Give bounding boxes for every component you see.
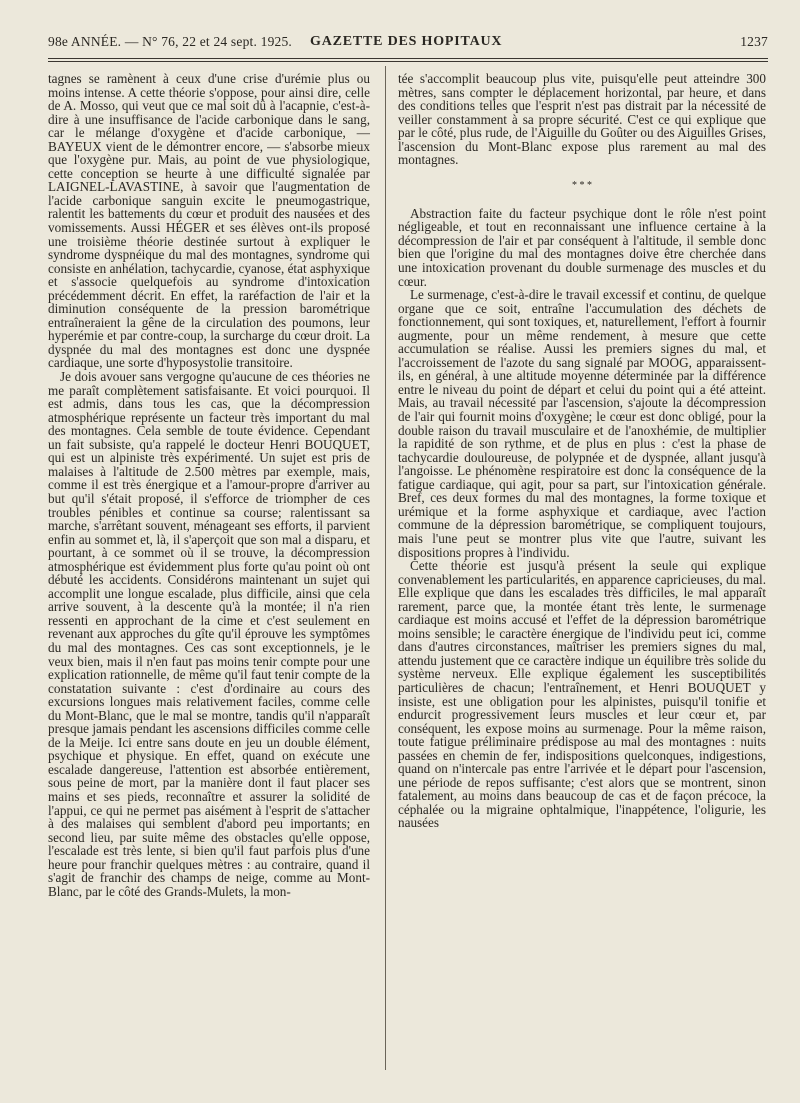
paragraph: Cette théorie est jusqu'à présent la seule qui explique convenablement les particularités, en apparence capricieuses, du mal. Elle explique que dans les escalades très difficiles, le mal apparaît rarement, parce que, la montée étant très lente, le surmenage cardiaque est moins accusé et l'effet de la dépression barométrique moins sensible; le caractère énergique de l'individu peut ici, comme dans d'autres circonstances, maîtriser les premiers signes du mal, attendu justement que ce caractère indique un équilibre très solide du système nerveux. Elle explique également les susceptibilités particulières de chacun; l'entraînement, et Henri BOUQUET y insiste, est une obligation pour les alpinistes, puisqu'il tonifie et endurcit progressivement leurs muscles et leur cœur et, par conséquent, les expose moins au surmenage. Pour la même raison, toute fatigue préliminaire prédispose au mal des montagnes : nuits passées en chemin de fer, indispositions quelconques, indigestions, quand on n'intercale pas entre l'arrivée et le départ pour l'ascension, une période de repos suffisante; c'est alors que se montrent, sinon fatalement, au moins dans beaucoup de cas et de façon précoce, la céphalée ou la migraine ophtalmique, l'inappétence, l'oligurie, les nausées — [398, 558, 766, 831]
right-column — [398, 72, 766, 830]
paragraph: Je dois avouer sans vergogne qu'aucune de ces théories ne me paraît complètement satisfaisante. Et voici pourquoi. Il est admis, dans tous les cas, que la décompression atmosphérique représente un facteur très important du mal des montagnes. Cela semble de toute évidence. Cependant un fait subsiste, qu'a rappelé le docteur Henri BOUQUET, qui est un alpiniste très expérimenté. Un sujet est pris de malaises à l'altitude de 2.500 mètres par exemple, mais, comme il est très énergique et a l'amour-propre d'arriver au but qu'il s'était proposé, il s'efforce de triompher de ces troubles pénibles et continue sa course; ralentissant sa marche, s'arrêtant souvent, ménageant ses efforts, il parvient enfin au sommet et, là, il s'aperçoit que son mal a disparu, et pourtant, à ce sommet où il se trouve, la décompression atmosphérique est évidemment plus forte qu'au point où ont débuté les accidents. Considérons maintenant un sujet qui accomplit une longue escalade, plus difficile, ainsi que cela arrive souvent, à la descente qu'à la montée; il n'a rien ressenti en approchant de la cime et c'est seulement en revenant aux approches du gîte qu'il éprouve les symptômes du mal des montagnes. Ces cas sont exceptionnels, je le veux bien, mais il n'en faut pas moins tenir compte pour une explication rationnelle, de même qu'il faut tenir compte de la constatation suivante : c'est d'ordinaire au cours des excursions longues mais relativement faciles, comme celle du Mont-Blanc, que le mal se montre, tandis qu'il n'apparaît presque jamais pendant les ascensions difficiles comme celle de la Meije. Ici entre sans doute en jeu un double élément, psychique et physique. En effet, quand on exécute une escalade dangereuse, l'attention est absorbée entièrement, sous peine de mort, par la manière dont il faut placer ses mains et ses pieds, reconnaître et assurer la solidité de l'appui, ce qui ne permet pas aisément à l'esprit de s'attacher à des malaises qui semblent d'abord peu importants; en second lieu, par suite même des obstacles qu'elle oppose, l'escalade est très lente, si bien qu'il faut parfois plus d'une heure pour franchir quelques mètres : au contraire, quand il s'agit de franchir des champs de neige, comme au Mont-Blanc, par le côté des Grands-Mulets, la mon- — [48, 369, 370, 899]
issue-info: 98e ANNÉE. — N° 76, 22 et 24 sept. 1925. — [48, 34, 292, 49]
header-rule — [48, 58, 768, 59]
page-header — [48, 30, 768, 54]
section-separator: * * * — [572, 179, 592, 191]
paragraph: Le surmenage, c'est-à-dire le travail excessif et continu, de quelque organe que ce soit, entraîne l'accumulation des déchets de fonctionnement, qui sont toxiques, et, naturellement, l'effort à fournir augmente, pour un même rendement, à mesure que cette accumulation se réalise. Aussi les premiers signes du mal, et l'accroissement de l'azote du sang signalé par MOOG, apparaissent-ils, en général, à une altitude moyenne déterminée par la différence entre le niveau du point de départ et celui du point qui a été atteint. Mais, au travail nécessité par l'ascension, s'ajoute la décompression de l'air qui fournit moins d'oxygène; le cœur est donc obligé, pour la double raison du travail musculaire et de l'anoxhémie, de multiplier la rapidité de son rythme, et de plus en plus : c'est la phase de tachycardie douloureuse, de polypnée et de dyspnée, allant jusqu'à l'angoisse. Le phénomène respiratoire est donc la conséquence de la fatigue cardiaque, qui agit, pour sa part, sur l'intoxication générale. Bref, ces deux formes du mal des montagnes, la forme toxique et urémique et la forme asphyxique et cardiaque, avec l'action commune de la dépression barométrique, se compliquent toujours, mais l'une peut se montrer plus vite que l'autre, suivant les dispositions propres à l'individu. — [398, 287, 766, 560]
left-column — [48, 72, 370, 898]
paragraph: tagnes se ramènent à ceux d'une crise d'urémie plus ou moins intense. A cette théorie s'oppose, pour ainsi dire, celle de A. Mosso, qui veut que ce mal soit dû à l'acapnie, c'est-à-dire à une insuffisance de l'acide carbonique dans le sang, car le mélange d'oxygène et d'acide carbonique, — BAYEUX vient de le démontrer encore, — s'absorbe mieux que l'oxygène pur. Mais, au point de vue physiologique, cette conception se heurte à une difficulté signalée par LAIGNEL-LAVASTINE, à savoir que l'augmentation de l'acide carbonique sanguin excite le pneumogastrique, ralentit les battements du cœur et produit des nausées et des vomissements. Aussi HÉGER et ses élèves ont-ils proposé une troisième théorie destinée surtout à expliquer le syndrome dyspnéique du mal des montagnes, syndrome qui consiste en anhélation, tachycardie, cyanose, état asphyxique et s'associe quelquefois au syndrome d'intoxication précédemment décrit. En effet, la raréfaction de l'air et la diminution conséquente de la pression barométrique entraîneraient la gêne de la circulation des poumons, leur hyperémie et par contre-coup, la surcharge du cœur droit. La dyspnée du mal des montagnes est donc une dyspnée cardiaque, une sorte d'hyposystolie transitoire. — [48, 71, 370, 371]
column-divider — [385, 66, 386, 1070]
paragraph: tée s'accomplit beaucoup plus vite, puisqu'elle peut atteindre 300 mètres, sans compter le déplacement horizontal, par heure, et dans des conditions telles que l'esprit n'est pas distrait par la nécessité de veiller constamment à sa propre sécurité. C'est ce qui explique que par le côté, plus rude, de l'Aiguille du Goûter ou des Aiguilles Grises, l'ascension du Mont-Blanc expose plus rarement au mal des montagnes. — [398, 71, 766, 168]
journal-title: GAZETTE DES HOPITAUX — [310, 34, 503, 49]
header-rule-double — [48, 61, 768, 62]
page-number: 1237 — [740, 34, 768, 49]
paragraph: Abstraction faite du facteur psychique dont le rôle n'est point négligeable, et tout en reconnaissant une influence certaine à la décompression de l'air et par conséquent à l'altitude, il semble donc bien que l'origine du mal des montagnes doive être cherchée dans une intoxication provenant du double surmenage des muscles et du cœur. — [398, 205, 766, 289]
